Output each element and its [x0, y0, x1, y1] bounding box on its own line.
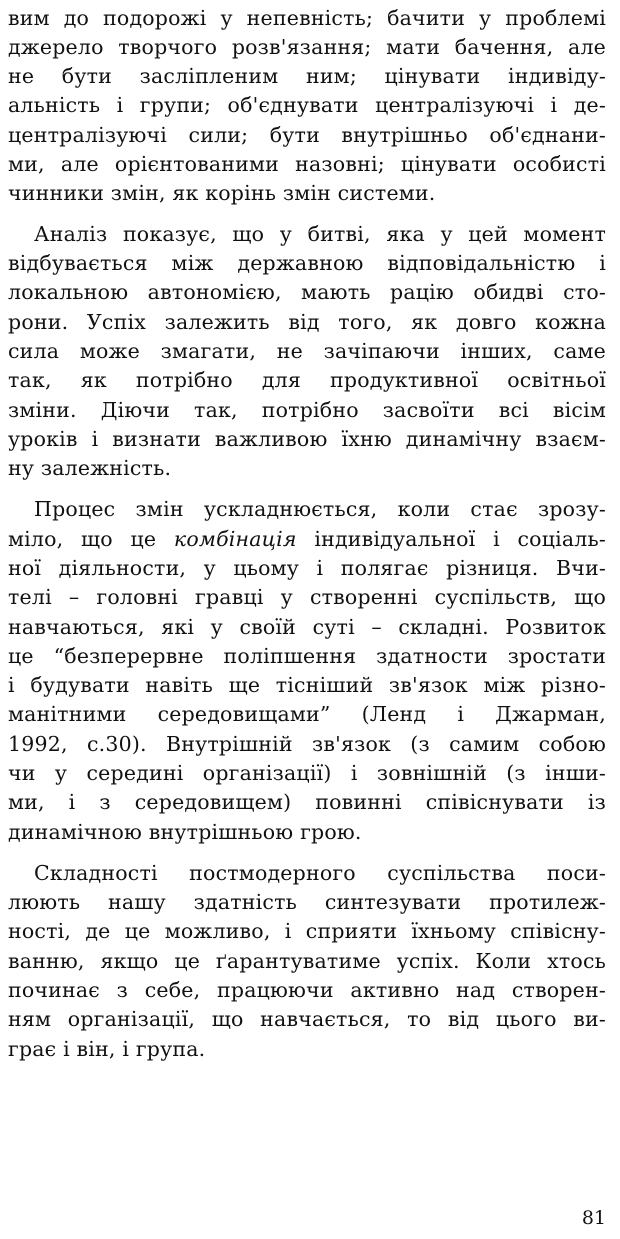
text-line: ної діяльности, у цьому і полягає різниця. Вчи- — [8, 556, 606, 580]
text-line: і будувати навіть ще тісніший зв'язок між різно- — [8, 673, 606, 697]
text-line: динамічною внутрішньою грою. — [8, 820, 362, 844]
text-line: люють нашу здатність синтезувати протилеж- — [8, 890, 606, 914]
text-line: ну залежність. — [8, 456, 172, 480]
text-line: уроків і визнати важливою їхню динамічну взаєм- — [8, 427, 606, 451]
text-segment: індивідуальної і соціаль- — [296, 527, 606, 551]
text-line: чинники змін, як корінь змін системи. — [8, 181, 436, 205]
text-line: ми, і з середовищем) повинні співіснувати із — [8, 790, 606, 814]
text-line: навчаються, які у своїй суті – складні. Розвиток — [8, 615, 606, 639]
text-line: ми, але орієнтованими назовні; цінувати особисті — [8, 152, 606, 176]
emphasized-term: комбінація — [173, 527, 297, 551]
text-line: грає і він, і група. — [8, 1037, 206, 1061]
text-line: сила може змагати, не зачіпаючи інших, саме — [8, 339, 606, 363]
text-line: Аналіз показує, що у битві, яка у цей момент — [34, 222, 606, 246]
text-line: ванню, якщо це ґарантуватиме успіх. Коли хтось — [8, 949, 606, 973]
text-line: ням організації, що навчається, то від цього ви- — [8, 1007, 606, 1031]
text-line: починає з себе, працюючи активно над створен- — [8, 978, 606, 1002]
page-number: 81 — [581, 1207, 606, 1229]
text-line: альність і групи; об'єднувати централізуючі і де- — [8, 93, 606, 117]
text-line: вим до подорожі у непевність; бачити у проблемі — [8, 6, 606, 30]
text-line: ності, де це можливо, і сприяти їхньому співісну- — [8, 919, 606, 943]
text-line: локальною автономією, мають рацію обидві сто- — [8, 280, 606, 304]
text-segment: міло, що це — [8, 527, 174, 551]
text-line: так, як потрібно для продуктивної освітньої — [8, 368, 606, 392]
text-line: зміни. Діючи так, потрібно засвоїти всі вісім — [8, 398, 606, 422]
text-line: джерело творчого розв'язання; мати бачення, але — [8, 35, 606, 59]
text-line: 1992, с.30). Внутрішній зв'язок (з самим собою — [8, 732, 606, 756]
text-line: Процес змін ускладнюється, коли стає зрозу- — [34, 497, 606, 521]
text-line: відбувається між державною відповідальністю і — [8, 251, 606, 275]
text-line: централізуючі сили; бути внутрішньо об'єднани- — [8, 123, 606, 147]
text-line: телі – головні гравці у створенні суспільств, що — [8, 585, 606, 609]
text-line-with-emphasis — [8, 525, 606, 554]
text-line: Складності постмодерного суспільства поси- — [34, 861, 606, 885]
text-line: рони. Успіх залежить від того, як довго кожна — [8, 310, 606, 334]
text-line: це “безперервне поліпшення здатности зростати — [8, 644, 606, 668]
text-line: манітними середовищами” (Ленд і Джарман, — [8, 702, 606, 726]
text-line: чи у середині організації) і зовнішній (з інши- — [8, 761, 606, 785]
text-line: не бути засліпленим ним; цінувати індивіду- — [8, 64, 606, 88]
